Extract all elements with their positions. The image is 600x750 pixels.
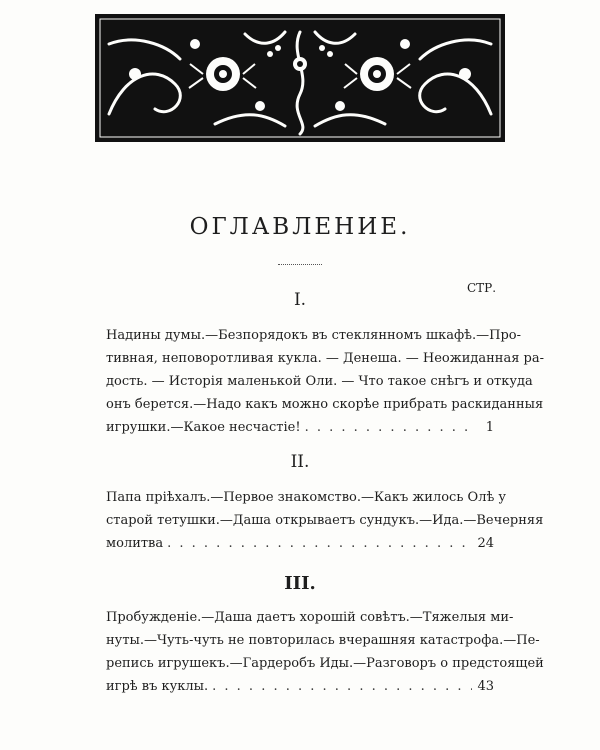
page-number: 24 bbox=[477, 536, 494, 551]
summary-line: Папа пріѣхалъ.—Первое знакомство.—Какъ жилось Олѣ у bbox=[106, 490, 507, 505]
chapter-numeral: II. bbox=[290, 452, 310, 472]
summary-line: игрушки.—Какое несчастіе! bbox=[106, 420, 301, 435]
summary-line: нуты.—Чуть-чуть не повторилась вчерашняя катастрофа.—Пе- bbox=[106, 633, 540, 648]
summary-last-line bbox=[106, 416, 494, 439]
summary-line: дость. — Исторія маленькой Оли. — Что такое снѣгъ и откуда bbox=[106, 374, 533, 389]
dot-leader bbox=[163, 532, 472, 555]
page-title: ОГЛАВЛЕНИЕ. bbox=[189, 214, 411, 240]
chapter-summary bbox=[106, 324, 544, 439]
page-column-label: СТР. bbox=[467, 281, 497, 295]
summary-line: репись игрушекъ.—Гардеробъ Иды.—Разговоръ о предстоящей bbox=[106, 656, 544, 671]
summary-line: молитва bbox=[106, 536, 164, 551]
summary-line: онъ берется.—Надо какъ можно скорѣе прибрать раскиданныя bbox=[106, 397, 544, 412]
chapter-numeral: III. bbox=[284, 573, 316, 594]
summary-line: тивная, неповоротливая кукла. — Денеша. — Неожиданная ра- bbox=[106, 351, 544, 366]
chapter-summary bbox=[106, 606, 544, 698]
summary-last-line bbox=[106, 532, 494, 555]
title-divider bbox=[278, 264, 322, 265]
summary-last-line bbox=[106, 675, 494, 698]
summary-line: Надины думы.—Безпорядокъ въ стеклянномъ шкафѣ.—Про- bbox=[106, 328, 521, 343]
summary-line: Пробужденіе.—Даша даетъ хорошій совѣтъ.—Тяжелыя ми- bbox=[106, 610, 514, 625]
page-number: 1 bbox=[485, 420, 494, 435]
summary-line: старой тетушки.—Даша открываетъ сундукъ.—Ида.—Вечерняя bbox=[106, 513, 544, 528]
chapter-numeral: I. bbox=[293, 290, 307, 310]
chapter-summary bbox=[106, 486, 544, 555]
dot-leader bbox=[208, 675, 472, 698]
floral-ornament-icon bbox=[95, 14, 505, 142]
dot-leader bbox=[301, 416, 472, 439]
summary-line: игрѣ въ куклы. bbox=[106, 679, 209, 694]
page-number: 43 bbox=[477, 679, 494, 694]
